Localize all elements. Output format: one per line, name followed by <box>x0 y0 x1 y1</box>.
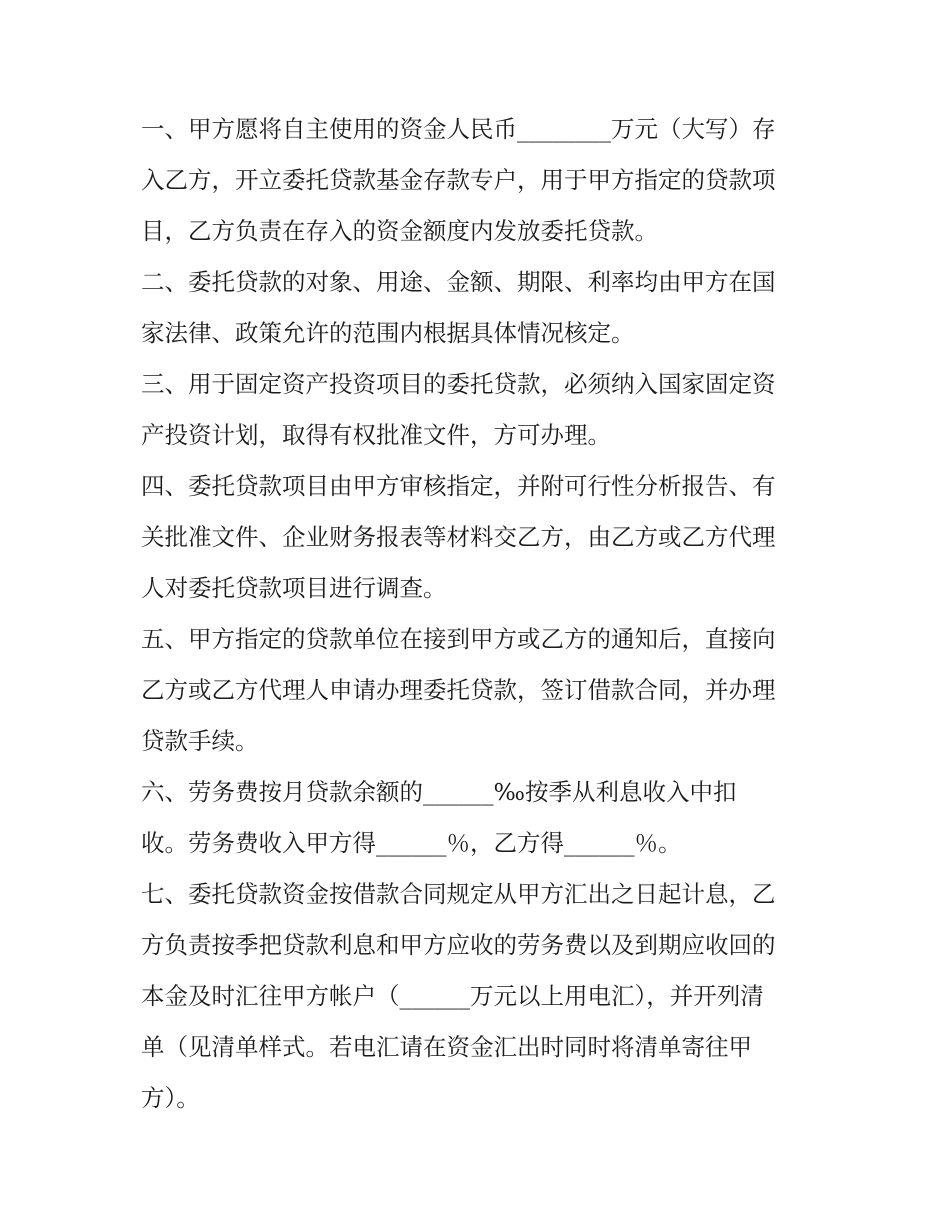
text-line: 本金及时汇往甲方帐户（______万元以上用电汇），并开列清 <box>141 982 764 1010</box>
text-line: 贷款手续。 <box>141 727 259 755</box>
clause-5 <box>141 614 813 767</box>
text-line: 产投资计划，取得有权批准文件，方可办理。 <box>141 421 611 449</box>
clause-1 <box>141 104 813 257</box>
text-line: 家法律、政策允许的范围内根据具体情况核定。 <box>141 319 635 347</box>
text-line: 三、用于固定资产投资项目的委托贷款，必须纳入国家固定资 <box>141 370 776 398</box>
text-line: 乙方或乙方代理人申请办理委托贷款，签订借款合同，并办理 <box>141 676 776 704</box>
text-line: 人对委托贷款项目进行调查。 <box>141 574 447 602</box>
document-body <box>141 104 813 1124</box>
text-line: 目，乙方负责在存入的资金额度内发放委托贷款。 <box>141 217 658 245</box>
clause-7 <box>141 869 813 1124</box>
text-line: 入乙方，开立委托贷款基金存款专户，用于甲方指定的贷款项 <box>141 166 776 194</box>
text-line: 六、劳务费按月贷款余额的______‰按季从利息收入中扣 <box>141 778 737 806</box>
text-line: 关批准文件、企业财务报表等材料交乙方，由乙方或乙方代理 <box>141 523 776 551</box>
text-line: 方）。 <box>141 1084 200 1112</box>
clause-4 <box>141 461 813 614</box>
text-line: 收。劳务费收入甲方得______％，乙方得______％。 <box>141 829 682 857</box>
text-line: 五、甲方指定的贷款单位在接到甲方或乙方的通知后，直接向 <box>141 625 776 653</box>
text-line: 方负责按季把贷款利息和甲方应收的劳务费以及到期应收回的 <box>141 931 776 959</box>
text-line: 单（见清单样式。若电汇请在资金汇出时同时将清单寄往甲 <box>141 1033 752 1061</box>
text-line: 一、甲方愿将自主使用的资金人民币________万元（大写）存 <box>141 115 776 143</box>
text-line: 四、委托贷款项目由甲方审核指定，并附可行性分析报告、有 <box>141 472 776 500</box>
clause-6 <box>141 767 813 869</box>
text-line: 七、委托贷款资金按借款合同规定从甲方汇出之日起计息，乙 <box>141 880 776 908</box>
clause-3 <box>141 359 813 461</box>
text-line: 二、委托贷款的对象、用途、金额、期限、利率均由甲方在国 <box>141 268 776 296</box>
clause-2 <box>141 257 813 359</box>
